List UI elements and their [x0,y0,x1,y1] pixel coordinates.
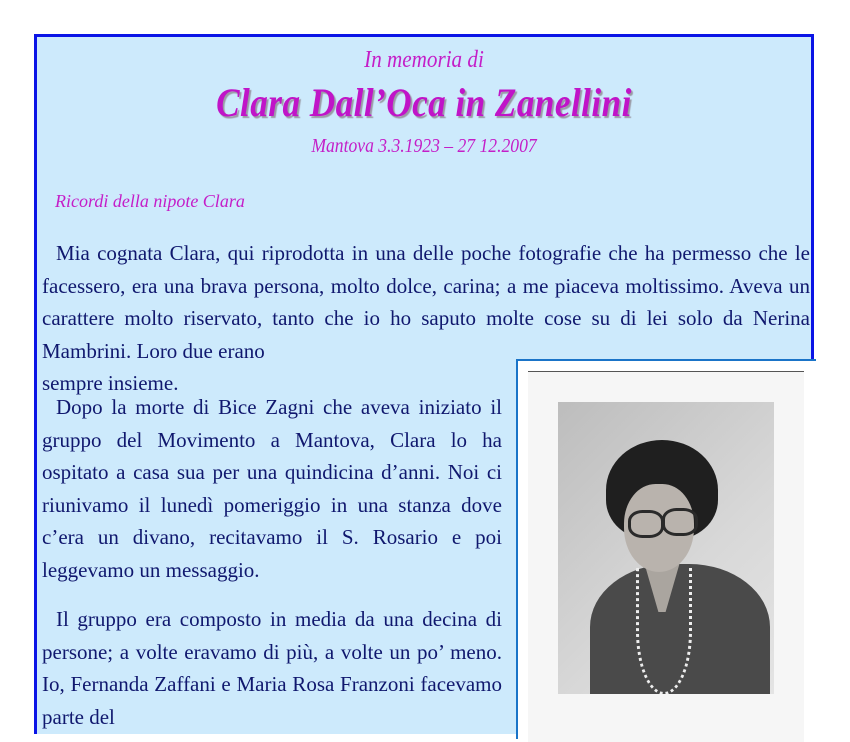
memorial-title: Clara Dall’Oca in Zanellini [216,80,632,125]
memorial-page [34,34,814,734]
section-heading: Ricordi della nipote Clara [55,191,245,211]
paragraph-2-text: Dopo la morte di Bice Zagni che aveva iniziato il gruppo del Movimento a Mantova, Clara lo ha ospitato a casa sua per una quindicina d’anni. Noi ci riunivamo il lunedì pomeriggio in una stanza dove c’era un divano, recitavamo il S. Rosario e poi leggevamo un messaggio. [42,395,502,582]
portrait-photo [558,402,774,694]
paragraph-1-tail: sempre insieme. [42,371,179,395]
glasses-right-icon [662,508,698,536]
paragraph-3-text: Il gruppo era composto in media da una decina di persone; a volte eravamo di più, a volte un po’ meno. Io, Fernanda Zaffani e Maria Rosa Franzoni facevamo parte del [42,607,502,729]
pearl-necklace-icon [636,568,692,694]
photo-card [528,371,804,742]
paragraph-1-text: Mia cognata Clara, qui riprodotta in una delle poche fotografie che ha permesso che le facessero, era una brava persona, molto dolce, carina; a me piaceva moltissimo. Aveva un carattere molto riservato, tanto che io ho saputo molte cose su di lei solo da Nerina Mambrini. Loro due erano [42,241,810,363]
paragraph-3 [42,603,502,733]
paragraph-1 [42,237,810,367]
paragraph-2 [42,391,502,586]
glasses-left-icon [628,510,664,538]
memorial-dates: Mantova 3.3.1923 – 27 12.2007 [311,135,537,157]
photo-frame [516,359,816,739]
memorial-subtitle: In memoria di [364,47,484,73]
